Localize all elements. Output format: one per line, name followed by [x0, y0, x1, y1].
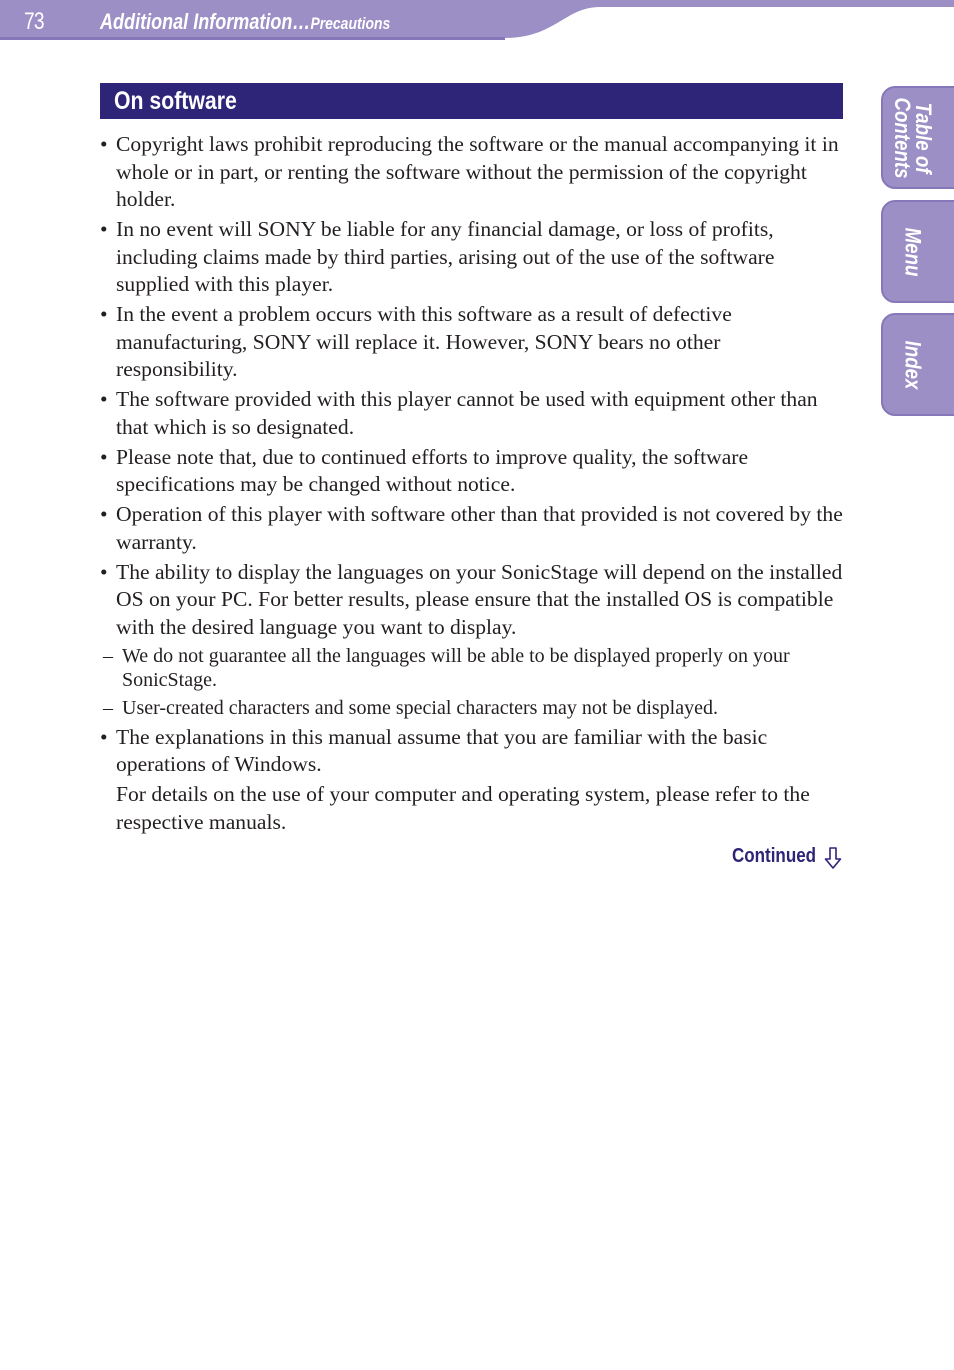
bullet-mark: •: [100, 724, 108, 749]
breadcrumb-separator: …: [292, 9, 311, 34]
page-number: 73: [24, 8, 44, 35]
list-item: [100, 386, 845, 441]
list-item: [100, 216, 845, 299]
list-item-text: Copyright laws prohibit reproducing the software or the manual accompanying it in whole or in part, or renting the software without the permission of the copyright holder.: [116, 132, 839, 211]
tab-index[interactable]: [881, 313, 954, 416]
breadcrumb: [100, 9, 390, 35]
bullet-mark: •: [100, 387, 108, 411]
bullet-mark: •: [100, 302, 108, 326]
continued-label: Continued: [732, 845, 817, 867]
tab-toc-line1: Table of: [911, 101, 936, 173]
tab-menu[interactable]: [881, 200, 954, 303]
breadcrumb-subsection: Precautions: [310, 14, 391, 33]
down-arrow-outline-icon: [824, 847, 842, 869]
list-item-text: The software provided with this player cannot be used with equipment other than that which is so designated.: [116, 387, 818, 439]
sub-list-item: [100, 644, 845, 692]
dash-mark: –: [103, 644, 113, 667]
page-header: [0, 0, 954, 40]
tab-menu-label: Menu: [900, 227, 926, 276]
list-item: [100, 724, 845, 779]
bullet-list-continued: [100, 724, 845, 779]
tab-table-of-contents-label: [892, 97, 934, 178]
tab-toc-line2: Contents: [890, 96, 915, 179]
list-item-text: Please note that, due to continued efforts to improve quality, the software specifications may be changed without notice.: [116, 444, 749, 496]
list-item-text: In the event a problem occurs with this software as a result of defective manufacturing, SONY will replace it. However, SONY bears no other responsibility.: [116, 302, 732, 381]
sub-list-item-text: We do not guarantee all the languages will be able to be displayed properly on your SonicStage.: [122, 644, 790, 691]
list-item-text: In no event will SONY be liable for any financial damage, or loss of profits, including claims made by third parties, arising out of the use of the software supplied with this player.: [116, 217, 775, 296]
list-item: [100, 131, 845, 214]
bullet-mark: •: [100, 132, 108, 156]
list-item: [100, 559, 845, 642]
sub-list: [100, 644, 845, 720]
list-item-text: The ability to display the languages on your SonicStage will depend on the installed OS on your PC. For better results, please ensure that the installed OS is compatible with the desired language you want to display.: [116, 559, 843, 639]
body-content: [100, 131, 845, 836]
bullet-list: [100, 131, 845, 641]
bullet-mark: •: [100, 217, 108, 241]
tab-index-label: Index: [900, 340, 926, 389]
list-item: [100, 501, 845, 556]
list-item-text: The explanations in this manual assume that you are familiar with the basic operations of Windows.: [116, 724, 768, 776]
continued-link[interactable]: [732, 845, 831, 868]
bullet-mark: •: [100, 502, 108, 526]
breadcrumb-section: Additional Information: [100, 9, 293, 34]
list-item: [100, 301, 845, 384]
list-item: [100, 444, 845, 499]
sub-list-item: [100, 696, 845, 720]
note-paragraph: For details on the use of your computer and operating system, please refer to the respective manuals.: [116, 782, 810, 834]
section-title-text: On software: [114, 87, 237, 115]
bullet-mark: •: [100, 444, 108, 469]
dash-mark: –: [103, 696, 113, 719]
sub-list-item-text: User-created characters and some special characters may not be displayed.: [122, 696, 718, 719]
tab-table-of-contents[interactable]: [881, 86, 954, 189]
section-title: [100, 83, 843, 119]
bullet-mark: •: [100, 559, 108, 584]
list-item-text: Operation of this player with software other than that provided is not covered by the warranty.: [116, 502, 843, 554]
